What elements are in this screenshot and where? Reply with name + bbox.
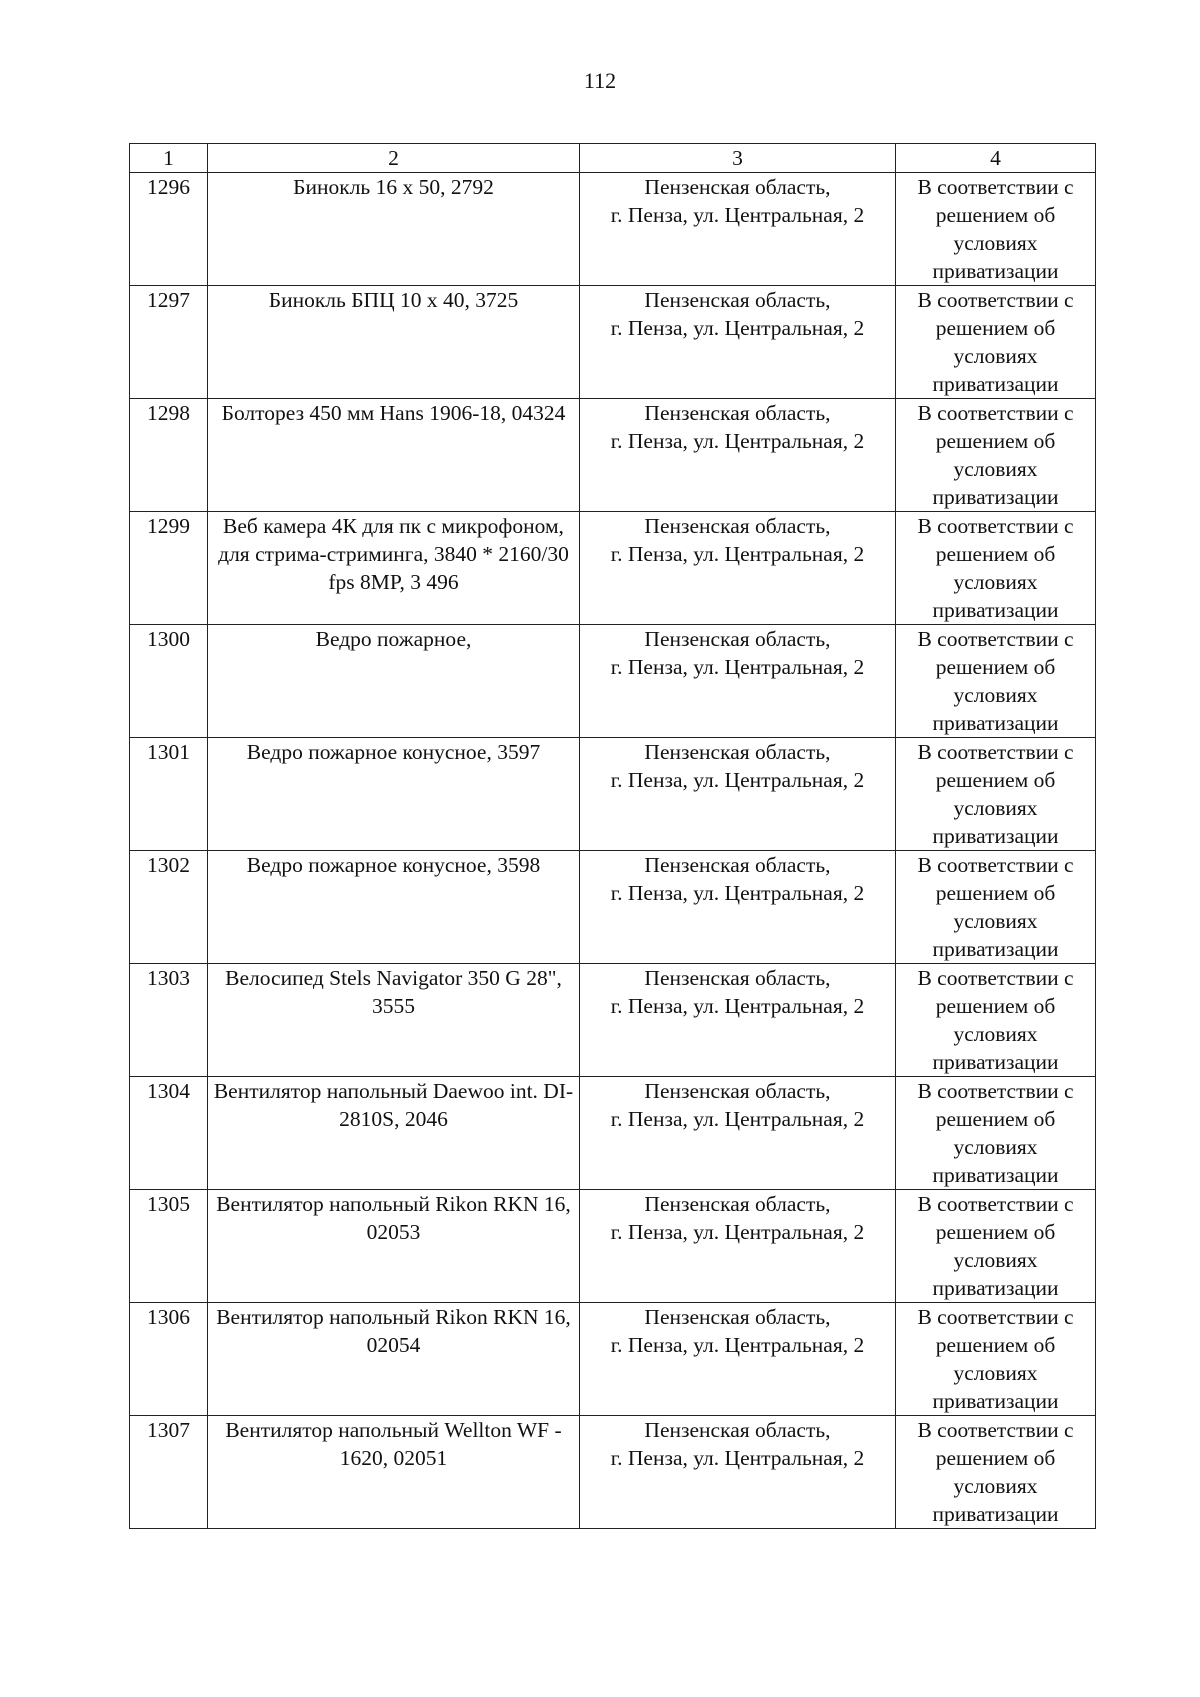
address-cell: [580, 1190, 896, 1303]
privatization-terms-line: условиях: [953, 1474, 1038, 1498]
privatization-terms-line: решением об: [935, 655, 1056, 679]
privatization-terms-cell: [896, 1077, 1096, 1190]
item-name-cell: [208, 625, 580, 738]
row-number: 1303: [147, 966, 190, 990]
address-street: г. Пенза, ул. Центральная, 2: [610, 1333, 865, 1357]
header-cell-col-4: 4: [896, 144, 1096, 173]
privatization-terms-line: решением об: [935, 994, 1056, 1018]
row-number-cell: [130, 964, 208, 1077]
privatization-terms-cell: [896, 851, 1096, 964]
privatization-terms-line: условиях: [953, 1248, 1038, 1272]
header-cell-col-3: 3: [580, 144, 896, 173]
address-street: г. Пенза, ул. Центральная, 2: [610, 1446, 865, 1470]
privatization-terms-line: условиях: [953, 1022, 1038, 1046]
privatization-terms-line: В соответствии с: [917, 1418, 1074, 1442]
item-name-cell: [208, 1303, 580, 1416]
table-row: [130, 512, 1096, 625]
item-name: Велосипед Stels Navigator 350 G 28", 3555: [225, 966, 562, 1018]
privatization-terms-line: приватизации: [932, 485, 1059, 509]
address-region: Пензенская область,: [644, 401, 831, 425]
row-number: 1301: [147, 740, 190, 764]
header-cell-col-1: 1: [130, 144, 208, 173]
privatization-terms-line: условиях: [953, 457, 1038, 481]
item-name-cell: [208, 964, 580, 1077]
privatization-terms-cell: [896, 1190, 1096, 1303]
row-number: 1307: [147, 1418, 190, 1442]
item-name-cell: [208, 512, 580, 625]
item-name-cell: [208, 399, 580, 512]
item-name-cell: [208, 851, 580, 964]
table-row: [130, 173, 1096, 286]
privatization-terms-line: В соответствии с: [917, 1305, 1074, 1329]
address-street: г. Пенза, ул. Центральная, 2: [610, 429, 865, 453]
address-street: г. Пенза, ул. Центральная, 2: [610, 881, 865, 905]
privatization-terms-line: условиях: [953, 344, 1038, 368]
privatization-terms-line: решением об: [935, 1220, 1056, 1244]
item-name-cell: [208, 173, 580, 286]
item-name: Бинокль 16 х 50, 2792: [293, 175, 494, 199]
address-region: Пензенская область,: [644, 966, 831, 990]
row-number-cell: [130, 625, 208, 738]
row-number: 1305: [147, 1192, 190, 1216]
row-number-cell: [130, 286, 208, 399]
privatization-terms-line: решением об: [935, 768, 1056, 792]
privatization-terms-line: условиях: [953, 231, 1038, 255]
address-cell: [580, 738, 896, 851]
privatization-terms-line: приватизации: [932, 1163, 1059, 1187]
privatization-terms-line: условиях: [953, 909, 1038, 933]
item-name: Ведро пожарное,: [315, 627, 472, 651]
privatization-terms-line: решением об: [935, 1333, 1056, 1357]
privatization-terms-line: приватизации: [932, 598, 1059, 622]
item-name: Ведро пожарное конусное, 3597: [246, 740, 541, 764]
privatization-terms-line: приватизации: [932, 372, 1059, 396]
privatization-terms-line: В соответствии с: [917, 627, 1074, 651]
row-number-cell: [130, 1190, 208, 1303]
item-name: Веб камера 4К для пк с микрофоном, для стрима-стриминга, 3840 * 2160/30 fps 8MP, 3 496: [218, 514, 569, 594]
address-cell: [580, 964, 896, 1077]
privatization-terms-line: приватизации: [932, 824, 1059, 848]
address-street: г. Пенза, ул. Центральная, 2: [610, 768, 865, 792]
privatization-terms-cell: [896, 512, 1096, 625]
privatization-terms-cell: [896, 1303, 1096, 1416]
item-name-cell: [208, 286, 580, 399]
address-street: г. Пенза, ул. Центральная, 2: [610, 203, 865, 227]
privatization-terms-line: решением об: [935, 1446, 1056, 1470]
row-number-cell: [130, 738, 208, 851]
item-name-cell: [208, 1416, 580, 1529]
privatization-terms-line: решением об: [935, 881, 1056, 905]
row-number: 1300: [147, 627, 190, 651]
privatization-terms-line: приватизации: [932, 937, 1059, 961]
address-region: Пензенская область,: [644, 1305, 831, 1329]
privatization-terms-line: В соответствии с: [917, 853, 1074, 877]
item-name: Вентилятор напольный Daewoo int. DI-2810S, 2046: [213, 1079, 574, 1131]
row-number-cell: [130, 1077, 208, 1190]
privatization-terms-line: приватизации: [932, 1389, 1059, 1413]
privatization-terms-line: приватизации: [932, 259, 1059, 283]
address-region: Пензенская область,: [644, 1192, 831, 1216]
table-row: [130, 1077, 1096, 1190]
privatization-terms-cell: [896, 964, 1096, 1077]
address-street: г. Пенза, ул. Центральная, 2: [610, 655, 865, 679]
row-number: 1302: [147, 853, 190, 877]
address-cell: [580, 286, 896, 399]
address-region: Пензенская область,: [644, 1418, 831, 1442]
row-number: 1306: [147, 1305, 190, 1329]
item-name: Ведро пожарное конусное, 3598: [246, 853, 541, 877]
address-street: г. Пенза, ул. Центральная, 2: [610, 1220, 865, 1244]
address-street: г. Пенза, ул. Центральная, 2: [610, 316, 865, 340]
row-number-cell: [130, 851, 208, 964]
privatization-terms-line: приватизации: [932, 1502, 1059, 1526]
privatization-terms-line: условиях: [953, 683, 1038, 707]
address-region: Пензенская область,: [644, 627, 831, 651]
address-cell: [580, 1077, 896, 1190]
privatization-terms-line: решением об: [935, 203, 1056, 227]
privatization-terms-line: В соответствии с: [917, 288, 1074, 312]
row-number-cell: [130, 1303, 208, 1416]
privatization-terms-line: условиях: [953, 796, 1038, 820]
item-name: Вентилятор напольный Rikon RKN 16, 02053: [216, 1192, 571, 1244]
privatization-terms-cell: [896, 738, 1096, 851]
privatization-terms-cell: [896, 1416, 1096, 1529]
table-row: [130, 286, 1096, 399]
privatization-terms-cell: [896, 173, 1096, 286]
header-row: [130, 144, 1096, 173]
row-number-cell: [130, 399, 208, 512]
item-name-cell: [208, 1190, 580, 1303]
privatization-terms-line: В соответствии с: [917, 966, 1074, 990]
table-row: [130, 1303, 1096, 1416]
table-row: [130, 738, 1096, 851]
address-cell: [580, 625, 896, 738]
item-name-cell: [208, 738, 580, 851]
row-number-cell: [130, 1416, 208, 1529]
privatization-terms-line: решением об: [935, 542, 1056, 566]
page-number: 112: [583, 68, 617, 93]
address-cell: [580, 851, 896, 964]
address-region: Пензенская область,: [644, 853, 831, 877]
privatization-terms-line: условиях: [953, 570, 1038, 594]
privatization-terms-line: приватизации: [932, 1276, 1059, 1300]
privatization-terms-line: приватизации: [932, 1050, 1059, 1074]
table-row: [130, 851, 1096, 964]
address-region: Пензенская область,: [644, 175, 831, 199]
row-number: 1304: [147, 1079, 190, 1103]
privatization-terms-line: решением об: [935, 1107, 1056, 1131]
privatization-terms-line: условиях: [953, 1361, 1038, 1385]
row-number: 1299: [147, 514, 190, 538]
privatization-terms-cell: [896, 399, 1096, 512]
address-street: г. Пенза, ул. Центральная, 2: [610, 542, 865, 566]
privatization-terms-cell: [896, 625, 1096, 738]
address-street: г. Пенза, ул. Центральная, 2: [610, 994, 865, 1018]
address-cell: [580, 399, 896, 512]
item-name: Вентилятор напольный Wellton WF - 1620, 02051: [225, 1418, 562, 1470]
address-region: Пензенская область,: [644, 514, 831, 538]
row-number: 1298: [147, 401, 190, 425]
address-region: Пензенская область,: [644, 1079, 831, 1103]
table-row: [130, 1416, 1096, 1529]
privatization-terms-line: В соответствии с: [917, 175, 1074, 199]
privatization-terms-line: решением об: [935, 316, 1056, 340]
address-region: Пензенская область,: [644, 288, 831, 312]
privatization-terms-line: приватизации: [932, 711, 1059, 735]
address-cell: [580, 1416, 896, 1529]
row-number: 1297: [147, 288, 190, 312]
row-number-cell: [130, 173, 208, 286]
item-name: Бинокль БПЦ 10 х 40, 3725: [268, 288, 519, 312]
privatization-terms-line: решением об: [935, 429, 1056, 453]
row-number-cell: [130, 512, 208, 625]
table-row: [130, 399, 1096, 512]
table-row: [130, 625, 1096, 738]
table-row: [130, 1190, 1096, 1303]
table-row: [130, 964, 1096, 1077]
item-name-cell: [208, 1077, 580, 1190]
address-cell: [580, 173, 896, 286]
address-cell: [580, 1303, 896, 1416]
privatization-terms-line: условиях: [953, 1135, 1038, 1159]
privatization-terms-line: В соответствии с: [917, 1079, 1074, 1103]
address-region: Пензенская область,: [644, 740, 831, 764]
address-cell: [580, 512, 896, 625]
privatization-terms-line: В соответствии с: [917, 401, 1074, 425]
item-name: Вентилятор напольный Rikon RKN 16, 02054: [216, 1305, 571, 1357]
property-table: [129, 143, 1096, 1529]
privatization-terms-cell: [896, 286, 1096, 399]
privatization-terms-line: В соответствии с: [917, 514, 1074, 538]
address-street: г. Пенза, ул. Центральная, 2: [610, 1107, 865, 1131]
row-number: 1296: [147, 175, 190, 199]
item-name: Болторез 450 мм Hans 1906-18, 04324: [221, 401, 566, 425]
privatization-terms-line: В соответствии с: [917, 740, 1074, 764]
header-cell-col-2: 2: [208, 144, 580, 173]
privatization-terms-line: В соответствии с: [917, 1192, 1074, 1216]
